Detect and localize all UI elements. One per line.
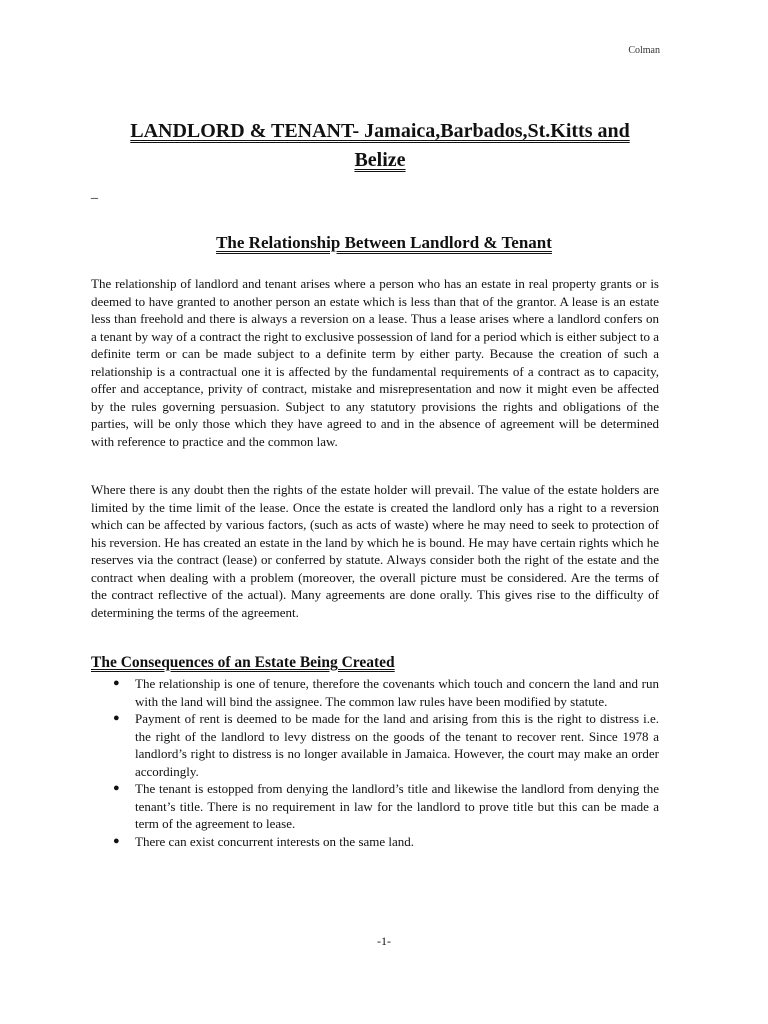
paragraph-relationship-1: The relationship of landlord and tenant arises where a person who has an estate in real property grants or is deemed to have granted to another person an estate which is less than that of the grantor. A lease is an estate less than freehold and there is always a reversion on a lease. Thus a lease arises where a landlord confers on a tenant by way of a contract the right to exclusive possession of land for a period which is either subject to a definite term or can be made subject to a definite term by either party. Because the creation of such a relationship is a contractual one it is affected by the fundamental requirements of a contract as to capacity, offer and acceptance, privity of contract, mistake and misrepresentation and now it might even be affected by the rules governing persuasion. Subject to any statutory provisions the rights and obligations of the parties, will be only those which they have agreed to and in the absence of agreement will be determined with reference to practice and the common law. [91, 276, 659, 449]
list-item-text: The tenant is estopped from denying the landlord’s title and likewise the landlord from denying the tenant’s title. There is no requirement in law for the landlord to prove title but this can be made a term of the agreement to lease. [135, 781, 659, 831]
list-item-text: There can exist concurrent interests on the same land. [135, 833, 415, 849]
list-item [91, 710, 659, 780]
section-heading-consequences: The Consequences of an Estate Being Created [91, 654, 395, 671]
section-heading-relationship: The Relationship Between Landlord & Tenant [216, 233, 552, 252]
paragraph-relationship-2: Where there is any doubt then the rights of the estate holder will prevail. The value of the estate holders are limited by the time limit of the lease. Once the estate is created the landlord only has a right to a reversion which can be affected by various factors, (such as acts of waste) where he may need to seek to protection of his reversion. He has created an estate in the land by which he is bound. He may have certain rights which he reserves via the contract (lease) or conferred by statute. Always consider both the right of the estate and the contract when dealing with a problem (moreover, the overall picture must be considered. Are the terms of the contract reflective of the actual). Many agreements are done orally. This gives rise to the difficulty of determining the terms of the agreement. [91, 482, 659, 620]
underscore-mark: _ [91, 186, 98, 201]
document-title [80, 117, 680, 175]
header-author: Colman [628, 45, 660, 56]
bullet-icon: ● [113, 712, 120, 724]
list-item-text: Payment of rent is deemed to be made for the land and arising from this is the right to distress i.e. the right of the landlord to levy distress on the goods of the tenant to recover rent. Since 1978 a landlord’s right to distress is no longer available in Jamaica. However, the court may make an order accordingly. [135, 711, 659, 779]
document-title-line-1: LANDLORD & TENANT- Jamaica,Barbados,St.Kitts and [130, 120, 630, 142]
consequences-list [91, 675, 659, 850]
page-number: -1- [377, 934, 391, 948]
bullet-icon: ● [113, 677, 120, 689]
list-item-text: The relationship is one of tenure, therefore the covenants which touch and concern the land and run with the land will bind the assignee. The common law rules have been modified by statute. [135, 676, 659, 709]
bullet-icon: ● [113, 782, 120, 794]
list-item [91, 833, 659, 851]
document-title-line-2: Belize [354, 149, 406, 171]
bullet-icon: ● [113, 834, 120, 847]
list-item [91, 780, 659, 833]
list-item [91, 675, 659, 710]
